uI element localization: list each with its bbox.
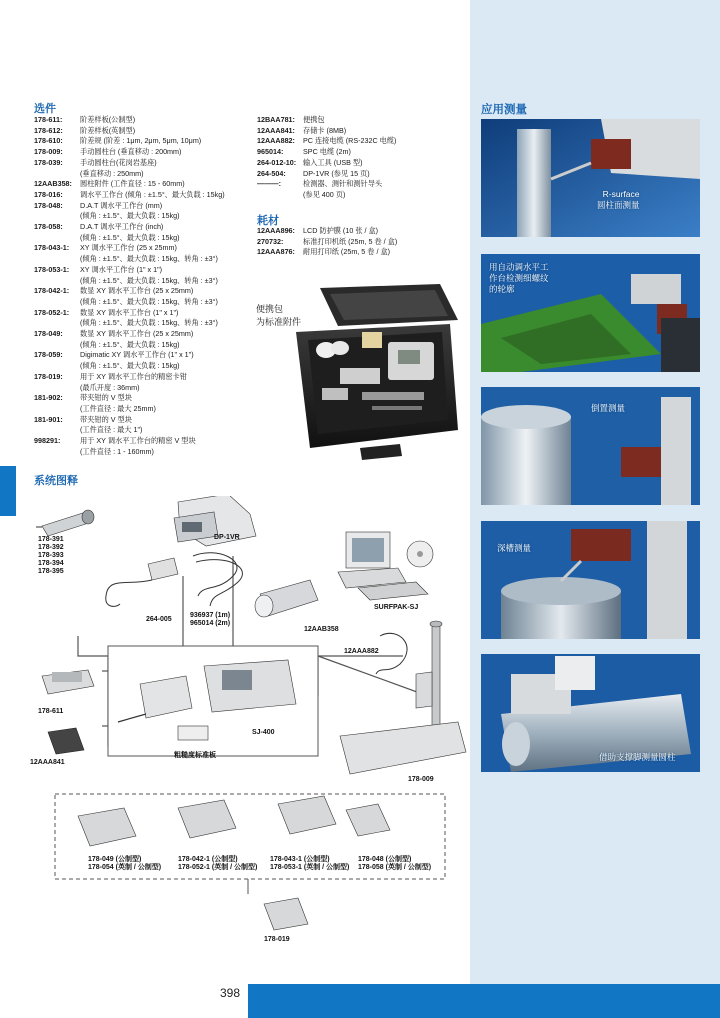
app-image-4: [481, 521, 700, 639]
option-row: [257, 115, 462, 126]
app-caption-5: 借助支撑脚测量圆柱: [599, 752, 676, 762]
part-number: 178-042-1:: [34, 286, 70, 296]
part-description: 耐用打印纸 (25m, 5 卷 / 盒): [303, 247, 391, 257]
option-row: [257, 247, 462, 258]
part-number: 178-009:: [34, 147, 63, 157]
option-row: [257, 158, 462, 169]
part-number: 12AAA882:: [257, 136, 295, 146]
footer-bar: [248, 984, 720, 1018]
step-block-label: 178-611: [38, 708, 64, 715]
system-diagram: [28, 496, 468, 966]
page-number: 398: [220, 986, 241, 1000]
part-number: 965014:: [257, 147, 284, 157]
part-description: 带夹钳的 V 型块 (工件直径 : 最大 1"): [80, 414, 143, 435]
stand-label: 178-009: [408, 776, 434, 783]
option-row: [34, 115, 249, 126]
part-description: DP-1VR (参见 15 页): [303, 168, 370, 178]
case-caption: 便携包 为标准附件: [256, 304, 302, 327]
stage2-label: 178-042-1 (公制型) 178-052-1 (英制 / 公制型): [178, 856, 258, 871]
part-description: 调水平工作台 (倾角 : ±1.5°、最大负载 : 15kg): [80, 189, 225, 199]
option-row: [34, 265, 249, 286]
probe-drawing: [36, 510, 94, 536]
part-description: 检测器、测针和测针导头 (参见 400 页): [303, 179, 383, 199]
option-row: [34, 179, 249, 190]
part-description: 带夹钳的 V 型块 (工件直径 : 最大 25mm): [80, 393, 156, 413]
part-description: 手动圆柱台(花岗岩基座) (垂直移动 : 250mm): [80, 157, 157, 178]
part-number: 178-052-1:: [34, 307, 70, 317]
part-number: 264-504:: [257, 168, 286, 178]
application-title: 应用测量: [481, 104, 527, 116]
part-number: 12AAA896:: [257, 226, 295, 235]
option-row: [34, 147, 249, 158]
option-row: [34, 126, 249, 137]
part-number: 178-053-1:: [34, 264, 70, 274]
part-description: 数显 XY 调水平工作台 (25 x 25mm) (倾角 : ±1.5°、最大负载 : 15kg、转角 : ±3°): [80, 286, 218, 306]
part-number: 178-612:: [34, 125, 63, 135]
app-caption-4: 深槽测量: [497, 543, 532, 553]
part-number: 178-039:: [34, 157, 63, 167]
stage3-label: 178-043-1 (公制型) 178-053-1 (英制 / 公制型): [270, 856, 350, 871]
part-number: 178-058:: [34, 222, 63, 232]
option-row: [34, 243, 249, 264]
part-description: 圆柱附件 (工件直径 : 15 - 60mm): [80, 179, 185, 189]
part-description: 用于 XY 调水平工作台的精密 V 型块 (工件直径 : 1 - 160mm): [80, 436, 196, 456]
part-number: 264-012-10:: [257, 157, 297, 167]
main-unit-label: SJ-400: [252, 729, 275, 736]
surfpak-label: SURFPAK-SJ: [374, 604, 419, 611]
part-description: 数显 XY 调水平工作台 (1" x 1") (倾角 : ±1.5°、最大负载 : 15kg、转角 : ±3°): [80, 307, 218, 328]
options-list-left: [34, 115, 249, 458]
vise-label: 178-019: [264, 936, 290, 943]
part-description: D.A.T 调水平工作台 (mm) (倾角 : ±1.5°、最大负载 : 15kg): [80, 200, 180, 221]
part-description: XY 调水平工作台 (25 x 25mm) (倾角 : ±1.5°、最大负载 : 15kg、转角 : ±3°): [80, 243, 218, 264]
option-row: [257, 237, 462, 248]
part-description: SPC 电缆 (2m): [303, 147, 351, 157]
option-row: [34, 201, 249, 222]
part-number: 178-048:: [34, 200, 63, 210]
app-caption-2: 用自动调水平工 作台检测细螺纹 的轮廓: [489, 262, 549, 294]
consumables-list: [257, 226, 462, 258]
option-row: [257, 226, 462, 237]
part-number: 178-019:: [34, 371, 63, 381]
option-row: [257, 169, 462, 180]
part-description: Digimatic XY 调水平工作台 (1" x 1") (倾角 : ±1.5°、最大负载 : 15kg): [80, 350, 194, 371]
option-row: [34, 158, 249, 179]
part-number: 178-016:: [34, 189, 63, 199]
part-description: 标准打印机纸 (25m, 5 卷 / 盒): [303, 236, 398, 246]
option-row: [34, 350, 249, 371]
part-description: XY 调水平工作台 (1" x 1") (倾角 : ±1.5°、最大负载 : 15kg、转角 : ±3°): [80, 264, 218, 285]
dp1vr-label: DP-1VR: [214, 534, 240, 541]
app-image-5: [481, 654, 700, 772]
option-row: [34, 372, 249, 393]
option-row: [257, 136, 462, 147]
option-row: [34, 222, 249, 243]
part-number: 178-610:: [34, 136, 63, 146]
memory-card-label: 12AAA841: [30, 759, 65, 766]
part-number: 270732:: [257, 236, 284, 246]
part-number: 12BAA781:: [257, 115, 295, 124]
option-row: [34, 436, 249, 457]
roughness-specimen-label: 粗糙度标准板: [174, 752, 216, 759]
part-description: 阶差样板(英制型): [80, 125, 136, 135]
part-number: 181-901:: [34, 414, 63, 424]
part-description: 输入工具 (USB 型): [303, 157, 363, 167]
usb-tool-label: 264-005: [146, 616, 172, 623]
part-description: 数显 XY 调水平工作台 (25 x 25mm) (倾角 : ±1.5°、最大负载 : 15kg): [80, 329, 194, 349]
part-number: 178-059:: [34, 350, 63, 360]
cylinder-attachment-label: 12AAB358: [304, 626, 339, 633]
part-number: 181-902:: [34, 393, 63, 403]
app-image-3: [481, 387, 700, 505]
section-tab-marker: [0, 466, 16, 516]
options-list-right: [257, 115, 462, 201]
part-number: 178-043-1:: [34, 243, 70, 253]
part-number: 12AAB358:: [34, 179, 72, 189]
option-row: [34, 329, 249, 350]
part-description: 阶差样板(公制型): [80, 115, 136, 124]
option-row: [257, 179, 462, 200]
part-description: 存储卡 (8MB): [303, 125, 347, 135]
part-number: ———:: [257, 179, 281, 189]
option-row: [34, 136, 249, 147]
app-caption-1: R-surface 圆柱面测量: [597, 189, 640, 210]
option-row: [34, 308, 249, 329]
part-description: PC 连接电缆 (RS-232C 电缆): [303, 136, 397, 146]
part-description: LCD 防护膜 (10 张 / 盒): [303, 226, 379, 235]
part-description: 手动圆柱台 (垂直移动 : 200mm): [80, 147, 182, 157]
part-number: 12AAA876:: [257, 247, 295, 257]
carry-case-photo: [290, 280, 460, 460]
option-row: [34, 415, 249, 436]
option-row: [257, 126, 462, 137]
option-row: [34, 190, 249, 201]
part-description: 阶差规 (阶差 : 1μm, 2μm, 5μm, 10μm): [80, 136, 202, 146]
app-image-2: [481, 254, 700, 372]
option-row: [34, 393, 249, 414]
option-row: [257, 147, 462, 158]
system-diagram-title: 系统图释: [34, 475, 78, 487]
part-number: 998291:: [34, 436, 61, 446]
app-caption-3: 倒置测量: [591, 403, 626, 413]
option-row: [34, 286, 249, 307]
diagram-graphics: [28, 496, 468, 966]
stage1-label: 178-049 (公制型) 178-054 (英制 / 公制型): [88, 856, 162, 871]
probe-codes-label: 178-391 178-392 178-393 178-394 178-395: [38, 536, 64, 575]
options-title: 选件: [34, 103, 56, 115]
part-number: 12AAA841:: [257, 125, 295, 135]
consumables-title: 耗材: [257, 215, 279, 227]
pc-cable-label: 12AAA882: [344, 648, 379, 655]
stage4-label: 178-048 (公制型) 178-058 (英制 / 公制型): [358, 856, 432, 871]
part-description: 用于 XY 调水平工作台的精密卡钳 (最爪开度 : 36mm): [80, 371, 187, 392]
app-image-1: [481, 119, 700, 237]
part-number: 178-611:: [34, 115, 63, 124]
part-number: 178-049:: [34, 329, 63, 339]
spc-cables-label: 936937 (1m) 965014 (2m): [190, 612, 231, 627]
part-description: D.A.T 调水平工作台 (inch) (倾角 : ±1.5°、最大负载 : 15kg): [80, 222, 180, 242]
part-description: 便携包: [303, 115, 325, 124]
